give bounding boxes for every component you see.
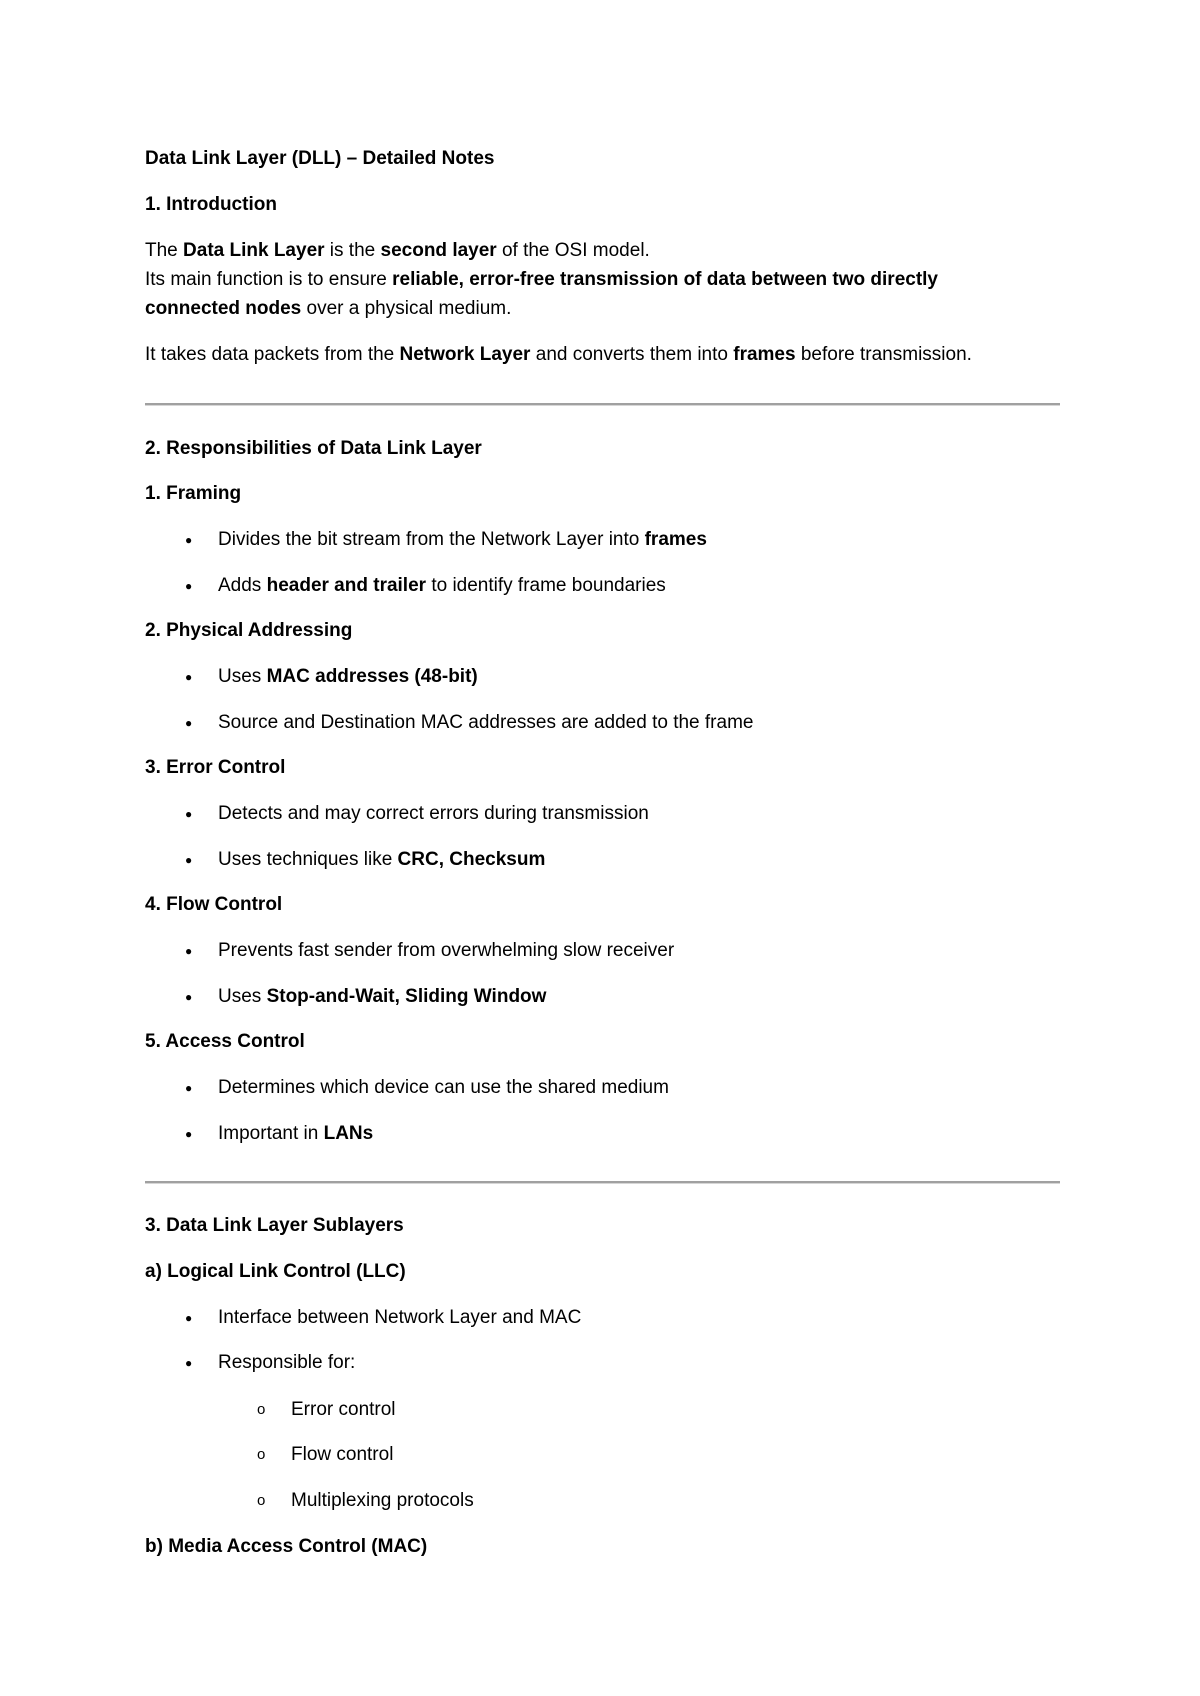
text-run: Source and Destination MAC addresses are added to the frame [218,712,754,733]
text-run: over a physical medium. [301,298,512,319]
bullet-icon: ● [185,533,193,547]
bold-text: Network Layer [399,344,531,365]
bullet-icon: ● [185,1311,193,1325]
text-run: Uses [218,986,267,1007]
text-run: is the [324,240,381,261]
bullet-icon: ● [185,1081,193,1095]
bullet-icon: ● [185,807,193,821]
bold-text: CRC, Checksum [397,849,546,870]
page-title: Data Link Layer (DLL) – Detailed Notes [145,148,495,169]
bold-text: Stop-and-Wait, Sliding Window [266,986,547,1007]
text-run: Adds [218,575,267,596]
subsection-heading-access-control: 5. Access Control [145,1031,305,1052]
list-item [218,801,649,827]
text-run: of the OSI model. [496,240,650,261]
bold-text: MAC addresses (48-bit) [266,666,478,687]
bullet-icon: ● [185,944,193,958]
text-run: Its main function is to ensure [145,269,393,290]
list-item: Interface between Network Layer and MAC [218,1307,582,1328]
list-item [218,527,707,553]
bold-text: reliable, error-free transmission of data between two directly [392,269,939,290]
text-run: Important in [218,1123,324,1144]
subsection-heading-llc: a) Logical Link Control (LLC) [145,1261,406,1282]
list-item [218,1121,373,1147]
bold-text: connected nodes [145,298,302,319]
intro-paragraph-2-line-1 [145,267,938,293]
list-item [218,984,546,1010]
horizontal-divider [145,403,1060,406]
section-heading-introduction: 1. Introduction [145,194,277,215]
bullet-icon: ● [185,990,193,1004]
bold-text: frames [644,529,707,550]
list-item [218,664,478,690]
bold-text: frames [733,344,796,365]
section-heading-responsibilities: 2. Responsibilities of Data Link Layer [145,438,482,459]
sub-list-item: Error control [291,1399,396,1420]
bold-text: LANs [323,1123,374,1144]
intro-paragraph-2-line-2 [145,296,511,322]
sub-bullet-icon: o [257,1492,266,1509]
subsection-heading-flow-control: 4. Flow Control [145,894,283,915]
list-item [218,938,674,964]
list-item [218,573,666,599]
list-item: Responsible for: [218,1352,356,1373]
bullet-icon: ● [185,670,193,684]
text-run: Uses techniques like [218,849,398,870]
intro-paragraph-1 [145,238,650,264]
text-run: Prevents fast sender from overwhelming slow receiver [218,940,675,961]
section-heading-sublayers: 3. Data Link Layer Sublayers [145,1215,404,1236]
text-run: Divides the bit stream from the Network Layer into [218,529,645,550]
bold-text: second layer [380,240,497,261]
bold-text: header and trailer [266,575,427,596]
bold-text: Data Link Layer [183,240,325,261]
horizontal-divider [145,1181,1060,1184]
text-run: Detects and may correct errors during transmission [218,803,649,824]
sub-bullet-icon: o [257,1401,266,1418]
list-item [218,710,753,736]
bullet-icon: ● [185,579,193,593]
list-item [218,847,545,873]
text-run: Uses [218,666,267,687]
intro-paragraph-3 [145,342,972,368]
subsection-heading-mac: b) Media Access Control (MAC) [145,1536,428,1557]
text-run: The [145,240,184,261]
bullet-icon: ● [185,1356,193,1370]
sub-list-item: Flow control [291,1444,394,1465]
text-run: before transmission. [795,344,972,365]
sub-bullet-icon: o [257,1446,266,1463]
text-run: to identify frame boundaries [426,575,666,596]
text-run: and converts them into [530,344,734,365]
subsection-heading-framing: 1. Framing [145,483,242,504]
text-run: Determines which device can use the shared medium [218,1077,669,1098]
bullet-icon: ● [185,1127,193,1141]
text-run: It takes data packets from the [145,344,400,365]
list-item [218,1075,669,1101]
subsection-heading-error-control: 3. Error Control [145,757,286,778]
sub-list-item: Multiplexing protocols [291,1490,474,1511]
bullet-icon: ● [185,853,193,867]
bullet-icon: ● [185,716,193,730]
subsection-heading-physical-addressing: 2. Physical Addressing [145,620,353,641]
